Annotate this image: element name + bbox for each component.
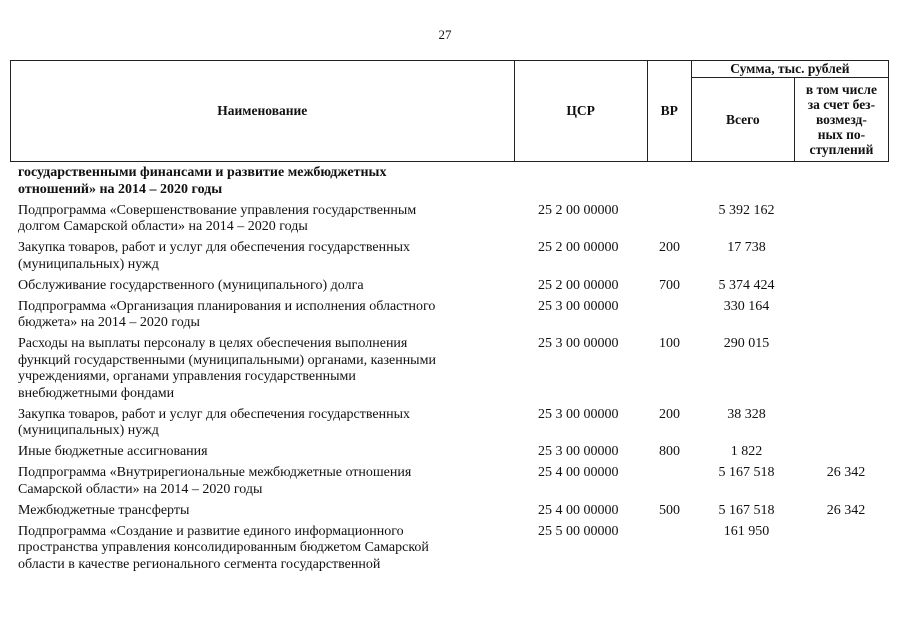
row-total: 38 328 xyxy=(727,406,766,422)
row-total: 17 738 xyxy=(727,240,766,255)
row-name-line: Самарской области» на 2014 – 2020 годы xyxy=(18,481,263,497)
row-name-line: Иные бюджетные ассигнования xyxy=(18,444,208,459)
table-row xyxy=(10,336,889,402)
table-row xyxy=(10,299,889,332)
row-name-line: государственными финансами и развитие межбюджетных xyxy=(18,165,387,180)
table-row xyxy=(10,503,889,520)
row-name-line: функций государственными (муниципальными) органами, казенными xyxy=(18,352,436,368)
row-total: 5 374 424 xyxy=(718,277,775,293)
header-including-line: ступлений xyxy=(809,142,874,157)
row-total: 5 167 518 xyxy=(718,465,775,480)
row-vr: 200 xyxy=(659,240,680,255)
row-name xyxy=(10,203,474,236)
row-name-line: Подпрограмма «Совершенствование управления государственным xyxy=(18,202,417,218)
row-name-line: Закупка товаров, работ и услуг для обеспечения государственных xyxy=(18,406,411,422)
header-including-line: ных по- xyxy=(817,127,866,142)
row-vr: 200 xyxy=(659,406,680,422)
row-name xyxy=(10,524,474,574)
row-csr: 25 2 00 00000 xyxy=(538,277,619,293)
row-name-line: (муниципальных) нужд xyxy=(18,256,159,272)
header-including xyxy=(794,78,888,162)
table-row xyxy=(10,465,889,498)
row-name-line: пространства управления консолидированным бюджетом Самарской xyxy=(18,540,429,555)
table-header xyxy=(10,60,889,162)
header-total: Всего xyxy=(691,78,794,162)
row-including: 26 342 xyxy=(826,465,866,480)
row-name-line: бюджета» на 2014 – 2020 годы xyxy=(18,315,200,330)
row-name-line: отношений» на 2014 – 2020 годы xyxy=(18,181,223,197)
row-including: 26 342 xyxy=(826,502,866,518)
row-csr: 25 3 00 00000 xyxy=(538,406,619,422)
table-row xyxy=(10,278,889,295)
row-total: 5 167 518 xyxy=(718,502,775,518)
row-csr: 25 2 00 00000 xyxy=(538,240,619,255)
row-name xyxy=(10,336,474,402)
row-name xyxy=(10,444,474,461)
row-csr: 25 5 00 00000 xyxy=(538,523,619,539)
header-csr: ЦСР xyxy=(514,61,647,162)
header-sum-title: Сумма, тыс. рублей xyxy=(691,61,888,78)
header-vr: ВР xyxy=(647,61,691,162)
row-total: 1 822 xyxy=(730,444,763,459)
header-including-line: за счет без- xyxy=(807,97,876,112)
row-name-line: Подпрограмма «Организация планирования и исполнения областного xyxy=(18,298,436,314)
table-row xyxy=(10,524,889,574)
row-csr: 25 3 00 00000 xyxy=(538,298,619,314)
row-vr: 100 xyxy=(659,336,680,351)
row-name-line: учреждениями, органами управления государственными xyxy=(18,369,356,384)
row-name-line: внебюджетными фондами xyxy=(18,385,175,401)
row-name-line: Расходы на выплаты персоналу в целях обеспечения выполнения xyxy=(18,336,408,351)
row-total: 5 392 162 xyxy=(718,202,775,218)
row-name xyxy=(10,165,474,198)
header-including-line: возмезд- xyxy=(815,112,867,127)
table-row xyxy=(10,407,889,440)
row-name xyxy=(10,465,474,498)
row-vr: 800 xyxy=(659,444,680,459)
row-name xyxy=(10,240,474,273)
header-including-line: в том числе xyxy=(805,82,877,97)
row-name-line: области в качестве регионального сегмента государственной xyxy=(18,556,381,572)
table-row xyxy=(10,203,889,236)
row-name xyxy=(10,278,474,295)
row-name xyxy=(10,299,474,332)
row-total: 290 015 xyxy=(723,336,770,351)
row-name-line: Обслуживание государственного (муниципального) долга xyxy=(18,277,364,293)
row-vr: 700 xyxy=(659,277,680,293)
row-csr: 25 4 00 00000 xyxy=(538,465,619,480)
row-name xyxy=(10,407,474,440)
row-csr: 25 3 00 00000 xyxy=(538,444,619,459)
row-total: 161 950 xyxy=(723,523,770,539)
row-name-line: (муниципальных) нужд xyxy=(18,423,159,438)
page-number: 27 xyxy=(438,27,452,42)
row-vr: 500 xyxy=(659,502,680,518)
row-name-line: Закупка товаров, работ и услуг для обеспечения государственных xyxy=(18,240,411,255)
row-name-line: Подпрограмма «Создание и развитие единого информационного xyxy=(18,523,404,539)
row-csr: 25 2 00 00000 xyxy=(538,202,619,218)
row-name-line: Межбюджетные трансферты xyxy=(18,502,190,518)
row-total: 330 164 xyxy=(723,298,770,314)
row-name xyxy=(10,503,474,520)
row-csr: 25 3 00 00000 xyxy=(538,336,619,351)
header-name: Наименование xyxy=(11,61,515,162)
row-csr: 25 4 00 00000 xyxy=(538,502,619,518)
row-name-line: Подпрограмма «Внутрирегиональные межбюджетные отношения xyxy=(18,465,412,480)
table-row xyxy=(10,240,889,273)
table-body xyxy=(10,165,889,578)
row-name-line: долгом Самарской области» на 2014 – 2020 годы xyxy=(18,219,308,234)
table-row xyxy=(10,165,889,198)
table-row xyxy=(10,444,889,461)
